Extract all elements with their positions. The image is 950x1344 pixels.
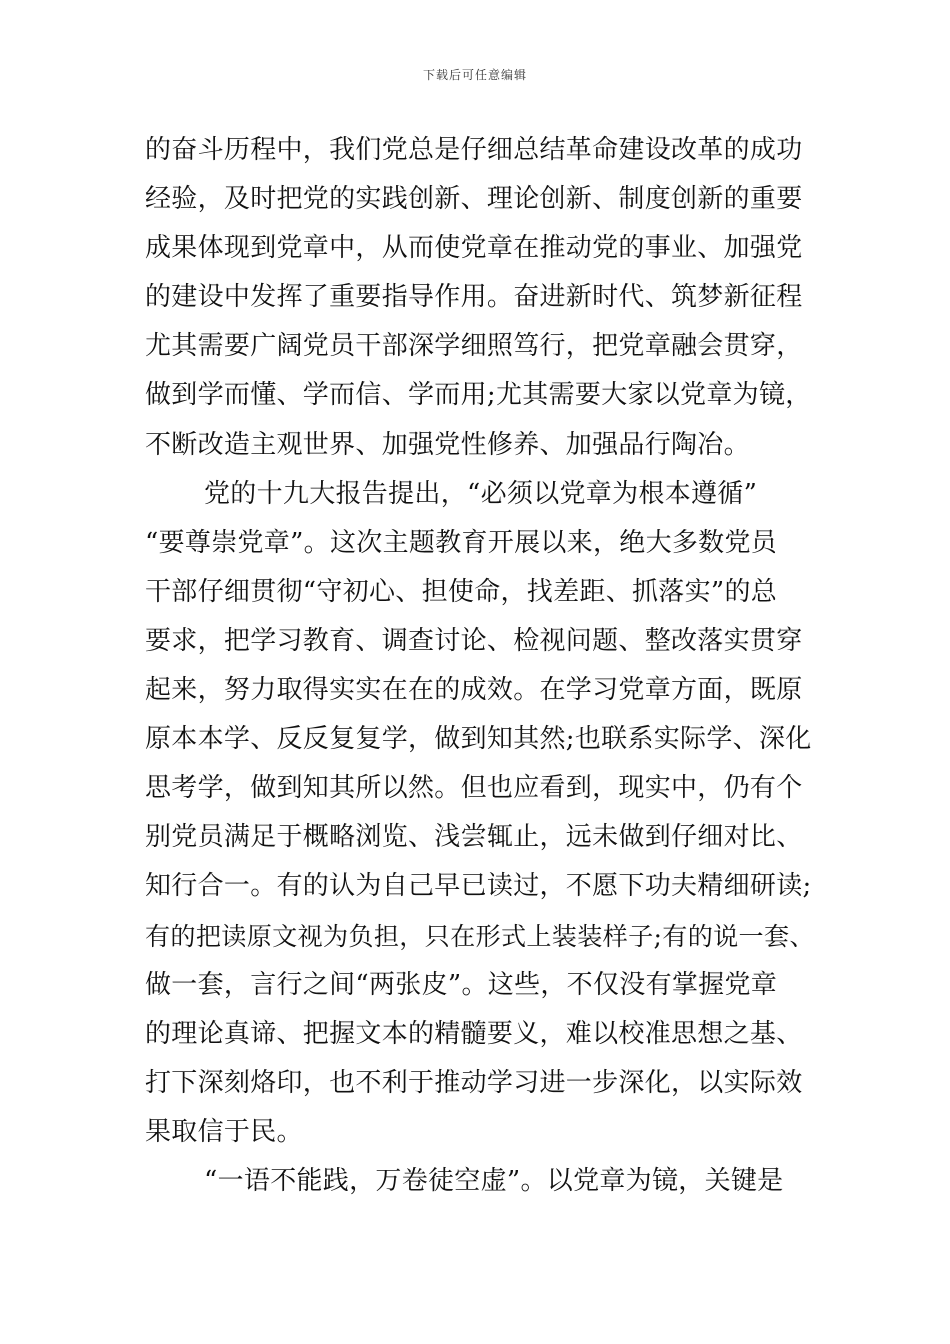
text-line: 的建设中发挥了重要指导作用。奋进新时代、筑梦新征程 xyxy=(145,282,803,313)
text-line: 起来，努力取得实实在在的成效。在学习党章方面，既原 xyxy=(145,675,803,706)
text-line: 有的把读原文视为负担，只在形式上装装样子;有的说一套、 xyxy=(145,921,815,951)
text-line: 原本本学、反反复复学，做到知其然;也联系实际学、深化 xyxy=(145,724,812,755)
text-line: 不断改造主观世界、加强党性修养、加强品行陶冶。 xyxy=(145,429,750,460)
paragraph-start-line: 党的十九大报告提出，“必须以党章为根本遵循” xyxy=(204,478,758,509)
document-body xyxy=(145,126,815,1206)
text-line: 打下深刻烙印，也不利于推动学习进一步深化，以实际效 xyxy=(145,1067,803,1098)
text-line: “要尊崇党章”。这次主题教育开展以来，绝大多数党员 xyxy=(145,527,778,558)
text-line: 做一套，言行之间“两张皮”。这些，不仅没有掌握党章 xyxy=(145,969,778,1000)
text-line: 知行合一。有的认为自己早已读过，不愿下功夫精细研读; xyxy=(145,871,812,902)
paragraph-start-line: “一语不能践，万卷徒空虚”。以党章为镜，关键是 xyxy=(204,1165,784,1196)
text-line: 经验，及时把党的实践创新、理论创新、制度创新的重要 xyxy=(145,184,803,215)
text-line: 成果体现到党章中，从而使党章在推动党的事业、加强党 xyxy=(145,233,803,264)
text-line: 果取信于民。 xyxy=(145,1116,303,1147)
text-line: 别党员满足于概略浏览、浅尝辄止，远未做到仔细对比、 xyxy=(145,822,803,853)
text-line: 要求，把学习教育、调查讨论、检视问题、整改落实贯穿 xyxy=(145,625,803,656)
text-line: 干部仔细贯彻“守初心、担使命，找差距、抓落实”的总 xyxy=(145,576,778,607)
page-header: 下载后可任意编辑 xyxy=(422,68,527,82)
text-line: 的奋斗历程中，我们党总是仔细总结革命建设改革的成功 xyxy=(145,135,803,165)
text-line: 尤其需要广阔党员干部深学细照笃行，把党章融会贯穿， xyxy=(145,331,803,362)
text-line: 做到学而懂、学而信、学而用;尤其需要大家以党章为镜， xyxy=(145,380,812,411)
text-line: 的理论真谛、把握文本的精髓要义，难以校准思想之基、 xyxy=(145,1018,803,1049)
text-line: 思考学，做到知其所以然。但也应看到，现实中，仍有个 xyxy=(145,773,803,804)
